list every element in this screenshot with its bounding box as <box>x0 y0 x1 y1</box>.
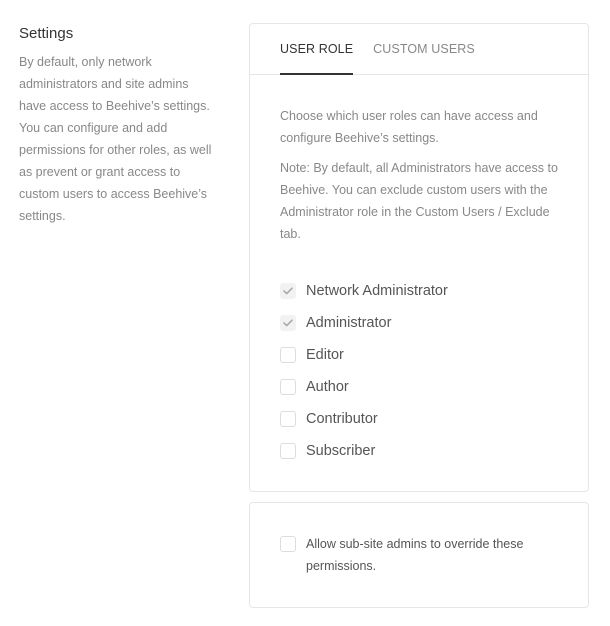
override-checkbox[interactable] <box>280 536 296 552</box>
tab-bar <box>250 24 588 75</box>
role-label: Administrator <box>306 315 392 331</box>
role-checkbox[interactable] <box>280 379 296 395</box>
role-administrator <box>280 307 558 339</box>
role-checkbox[interactable] <box>280 283 296 299</box>
role-contributor <box>280 403 558 435</box>
user-role-card <box>249 23 589 492</box>
role-label: Contributor <box>306 411 378 427</box>
role-list <box>280 275 558 467</box>
tab-custom-users[interactable]: CUSTOM USERS <box>373 42 475 56</box>
user-role-note: Note: By default, all Administrators have access to Beehive. You can exclude custom users with the Administrator role in the Custom Users / Exclude tab. <box>280 161 558 241</box>
role-label: Network Administrator <box>306 283 448 299</box>
user-role-intro: Choose which user roles can have access and configure Beehive’s settings. <box>280 109 538 145</box>
check-icon <box>283 319 293 327</box>
role-editor <box>280 339 558 371</box>
role-checkbox[interactable] <box>280 443 296 459</box>
role-checkbox[interactable] <box>280 347 296 363</box>
role-label: Editor <box>306 347 344 363</box>
settings-title: Settings <box>19 25 74 42</box>
check-icon <box>283 287 293 295</box>
role-author <box>280 371 558 403</box>
settings-description: By default, only network administrators and site admins have access to Beehive’s settings. You can configure and add permissions for other roles, as well as prevent or grant access to custom users to access Beehive’s settings. <box>19 55 212 223</box>
role-label: Subscriber <box>306 443 376 459</box>
override-label: Allow sub-site admins to override these permissions. <box>306 537 524 573</box>
role-network-administrator <box>280 275 558 307</box>
role-label: Author <box>306 379 349 395</box>
role-checkbox[interactable] <box>280 315 296 331</box>
role-checkbox[interactable] <box>280 411 296 427</box>
role-subscriber <box>280 435 558 467</box>
override-card <box>249 502 589 608</box>
settings-sidebar <box>19 24 219 227</box>
override-option[interactable] <box>280 533 558 577</box>
tab-user-role[interactable]: USER ROLE <box>280 24 353 74</box>
user-role-panel <box>250 75 588 467</box>
